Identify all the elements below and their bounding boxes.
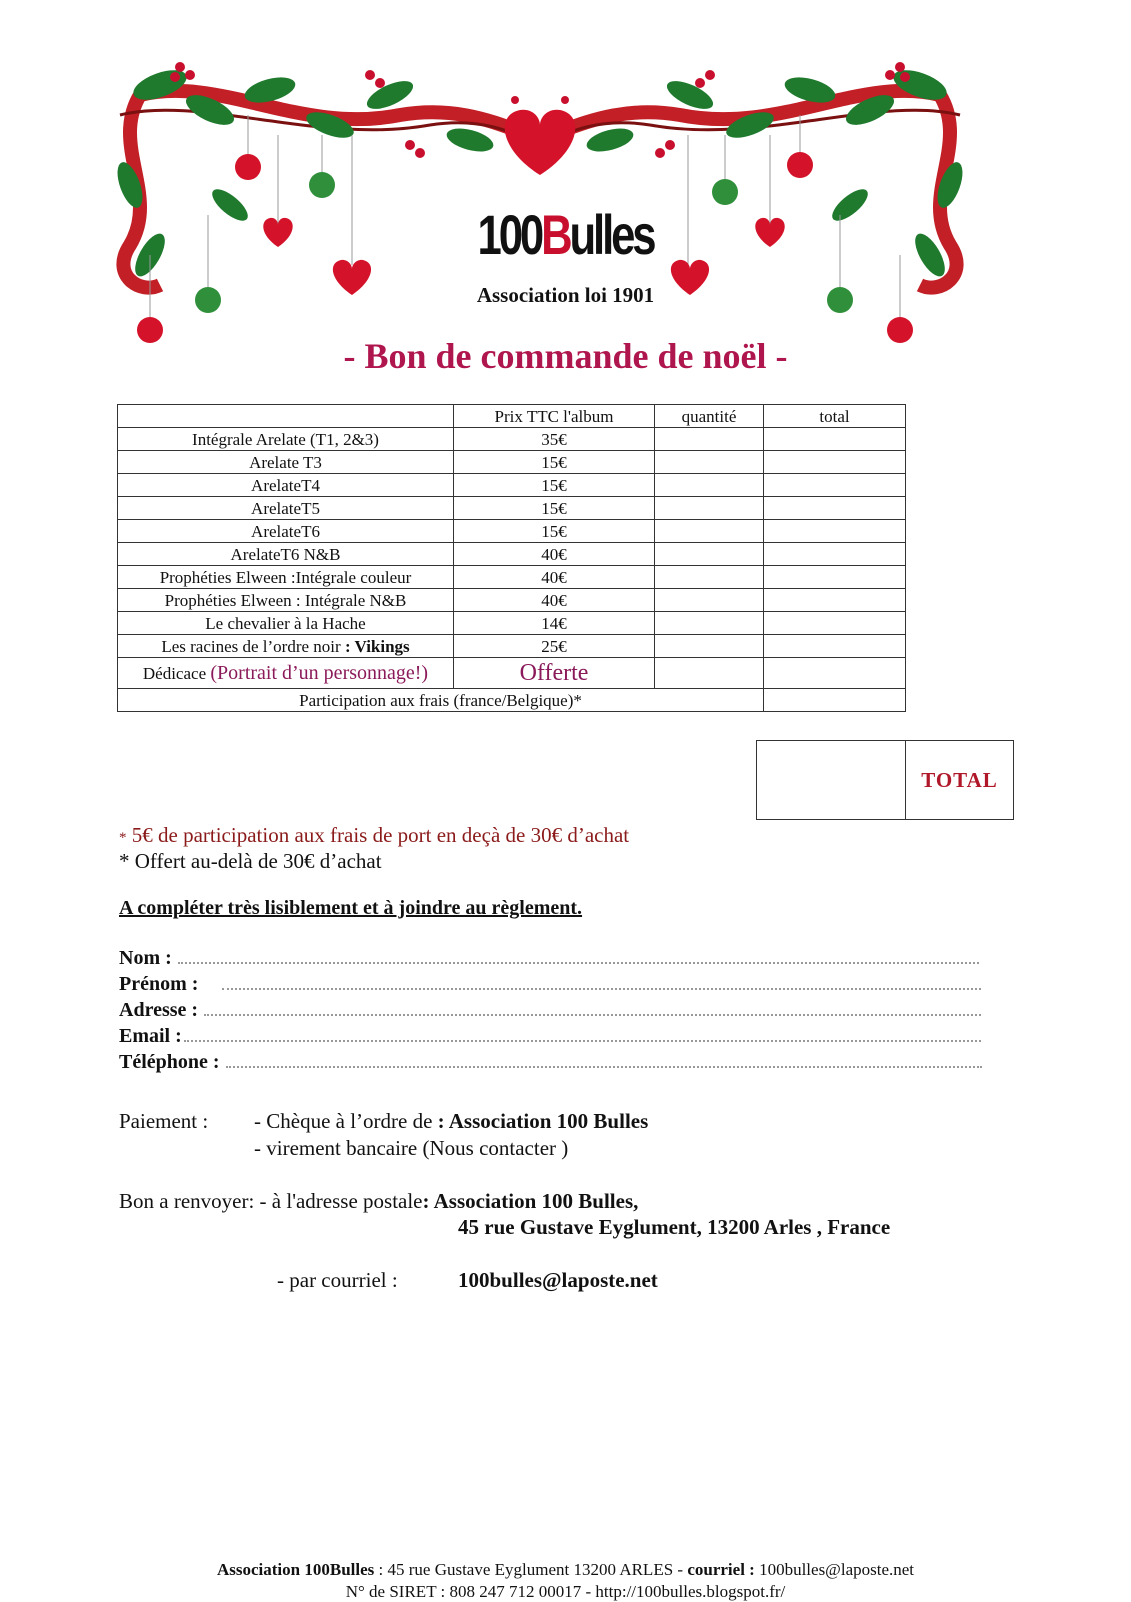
grand-total-value-cell[interactable] bbox=[757, 741, 906, 820]
prenom-input-line[interactable] bbox=[222, 974, 981, 990]
dedicace-price-offerte: Offerte bbox=[454, 658, 655, 689]
return-address-label: Bon a renvoyer: - à l'adresse postale: Association 100 Bulles, bbox=[119, 1189, 639, 1213]
product-name: Arelate T3 bbox=[118, 451, 454, 474]
product-name: ArelateT6 N&B bbox=[118, 543, 454, 566]
product-name: Intégrale Arelate (T1, 2&3) bbox=[118, 428, 454, 451]
table-row bbox=[118, 497, 906, 520]
quantity-cell[interactable] bbox=[655, 612, 764, 635]
logo-100bulles: 100Bulles bbox=[477, 203, 654, 266]
total-cell[interactable] bbox=[764, 474, 906, 497]
field-telephone[interactable]: Téléphone : bbox=[119, 1051, 982, 1074]
product-name-vikings: Les racines de l’ordre noir : Vikings bbox=[118, 635, 454, 658]
product-name-dedicace: Dédicace (Portrait d’un personnage!) bbox=[118, 658, 454, 689]
product-price: 14€ bbox=[454, 612, 655, 635]
product-price: 15€ bbox=[454, 451, 655, 474]
quantity-cell[interactable] bbox=[655, 520, 764, 543]
footer-line-1: Association 100Bulles : 45 rue Gustave Eyglument 13200 ARLES - courriel : 100bulles@laposte.net bbox=[216, 1560, 915, 1579]
courriel-label: - par courriel : bbox=[277, 1268, 398, 1292]
table-header-row bbox=[118, 405, 906, 428]
order-table bbox=[117, 404, 906, 712]
quantity-cell[interactable] bbox=[655, 658, 764, 689]
participation-label: Participation aux frais (france/Belgique)* bbox=[118, 689, 764, 712]
product-price: 35€ bbox=[454, 428, 655, 451]
grand-total-label: TOTAL bbox=[906, 741, 1014, 820]
courriel-email: 100bulles@laposte.net bbox=[458, 1268, 658, 1292]
shipping-note-2: * Offert au-delà de 30€ d’achat bbox=[119, 849, 382, 873]
field-nom[interactable]: Nom : bbox=[119, 947, 979, 970]
table-row bbox=[118, 474, 906, 497]
total-cell[interactable] bbox=[764, 428, 906, 451]
quantity-cell[interactable] bbox=[655, 428, 764, 451]
quantity-cell[interactable] bbox=[655, 566, 764, 589]
field-email[interactable]: Email : bbox=[119, 1025, 981, 1048]
payment-label: Paiement : bbox=[119, 1109, 209, 1133]
return-address-street: 45 rue Gustave Eyglument, 13200 Arles , France bbox=[458, 1215, 891, 1239]
table-row bbox=[118, 566, 906, 589]
total-cell[interactable] bbox=[764, 589, 906, 612]
total-cell[interactable] bbox=[764, 451, 906, 474]
table-row bbox=[118, 543, 906, 566]
quantity-cell[interactable] bbox=[655, 497, 764, 520]
quantity-cell[interactable] bbox=[655, 474, 764, 497]
page-title: - Bon de commande de noël - bbox=[343, 336, 788, 376]
header-cell-price: Prix TTC l'album bbox=[454, 405, 655, 428]
table-row bbox=[118, 520, 906, 543]
table-row bbox=[118, 428, 906, 451]
product-price: 25€ bbox=[454, 635, 655, 658]
adresse-input-line[interactable] bbox=[204, 1000, 981, 1016]
table-row-dedicace bbox=[118, 658, 906, 689]
email-input-line[interactable] bbox=[184, 1026, 981, 1042]
product-name: ArelateT5 bbox=[118, 497, 454, 520]
telephone-input-line[interactable] bbox=[226, 1052, 982, 1068]
total-cell[interactable] bbox=[764, 658, 906, 689]
header-cell-empty bbox=[118, 405, 454, 428]
product-price: 15€ bbox=[454, 497, 655, 520]
total-cell[interactable] bbox=[764, 520, 906, 543]
product-name: ArelateT4 bbox=[118, 474, 454, 497]
participation-total-cell[interactable] bbox=[764, 689, 906, 712]
header-cell-quantity: quantité bbox=[655, 405, 764, 428]
product-price: 40€ bbox=[454, 543, 655, 566]
total-cell[interactable] bbox=[764, 635, 906, 658]
product-name: Le chevalier à la Hache bbox=[118, 612, 454, 635]
quantity-cell[interactable] bbox=[655, 451, 764, 474]
product-price: 15€ bbox=[454, 520, 655, 543]
total-cell[interactable] bbox=[764, 612, 906, 635]
table-row bbox=[118, 589, 906, 612]
heart-ornament-center bbox=[505, 110, 576, 175]
product-name: ArelateT6 bbox=[118, 520, 454, 543]
table-row bbox=[118, 612, 906, 635]
product-price: 40€ bbox=[454, 566, 655, 589]
product-price: 40€ bbox=[454, 589, 655, 612]
quantity-cell[interactable] bbox=[655, 635, 764, 658]
product-name: Prophéties Elween :Intégrale couleur bbox=[118, 566, 454, 589]
header-cell-total: total bbox=[764, 405, 906, 428]
table-row bbox=[118, 451, 906, 474]
table-row-participation bbox=[118, 689, 906, 712]
table-row-vikings bbox=[118, 635, 906, 658]
footer-line-2: N° de SIRET : 808 247 712 00017 - http://100bulles.blogspot.fr/ bbox=[345, 1582, 786, 1601]
nom-input-line[interactable] bbox=[178, 948, 979, 964]
quantity-cell[interactable] bbox=[655, 543, 764, 566]
shipping-note-1: * 5€ de participation aux frais de port en deçà de 30€ d’achat bbox=[119, 823, 630, 847]
total-cell[interactable] bbox=[764, 543, 906, 566]
grand-total-box bbox=[756, 740, 1014, 820]
form-instruction: A compléter très lisiblement et à joindre au règlement. bbox=[119, 897, 583, 919]
total-cell[interactable] bbox=[764, 566, 906, 589]
association-subtitle: Association loi 1901 bbox=[476, 283, 655, 307]
product-price: 15€ bbox=[454, 474, 655, 497]
total-cell[interactable] bbox=[764, 497, 906, 520]
payment-option-virement: - virement bancaire (Nous contacter ) bbox=[254, 1136, 569, 1160]
payment-option-cheque: - Chèque à l’ordre de : Association 100 Bulles bbox=[254, 1109, 649, 1133]
quantity-cell[interactable] bbox=[655, 589, 764, 612]
field-prenom[interactable]: Prénom : bbox=[119, 973, 981, 996]
product-name: Prophéties Elween : Intégrale N&B bbox=[118, 589, 454, 612]
field-adresse[interactable]: Adresse : bbox=[119, 999, 981, 1022]
